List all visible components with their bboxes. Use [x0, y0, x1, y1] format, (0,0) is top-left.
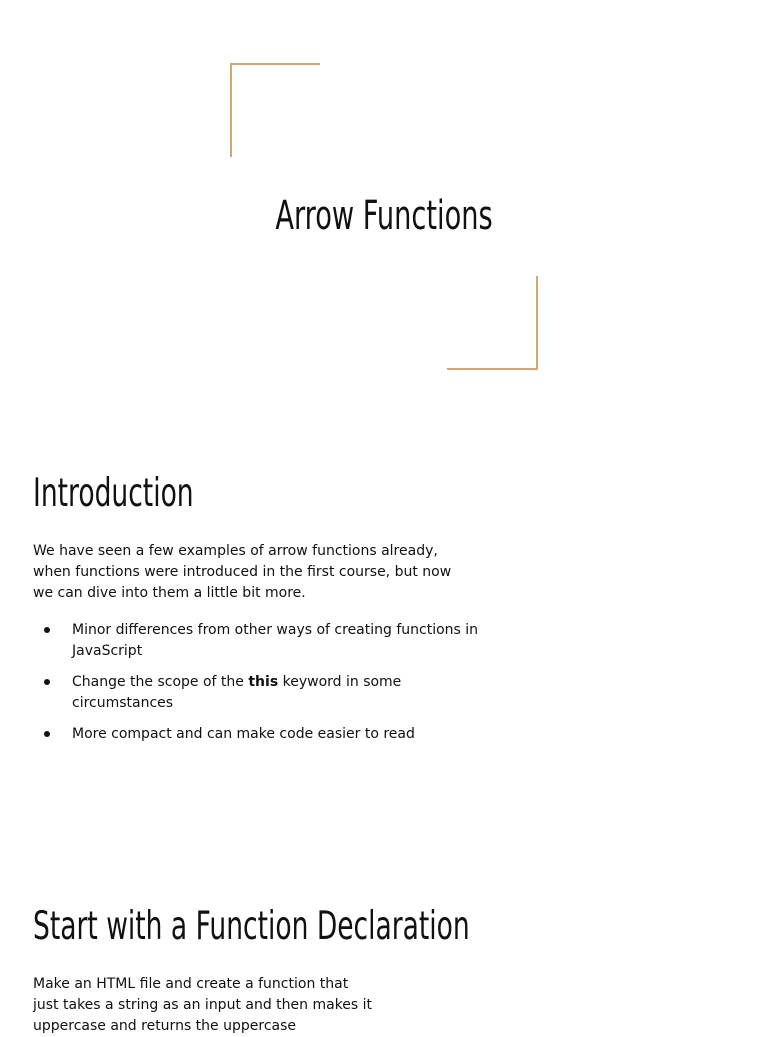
introduction-bullet-list [33, 620, 483, 755]
bullet-dot-icon [44, 731, 50, 737]
introduction-paragraph: We have seen a few examples of arrow functions already, when functions were introduced in the first course, but now we can dive into them a little bit more. [33, 543, 452, 601]
bullet-text-after: keyword in some circumstances [72, 674, 402, 711]
bullet-text: More compact and can make code easier to read [72, 726, 415, 742]
title-slide [0, 0, 768, 420]
corner-bracket-top-left [230, 63, 320, 157]
bullet-item [33, 620, 483, 662]
bullet-text: Minor differences from other ways of creating functions in JavaScript [72, 622, 479, 659]
function-declaration-heading: Start with a Function Declaration [33, 904, 470, 949]
bullet-item [33, 724, 483, 745]
bullet-item [33, 672, 483, 714]
slide-title: Arrow Functions [275, 193, 493, 239]
this-keyword: this [248, 674, 279, 690]
function-declaration-paragraph: Make an HTML file and create a function that just takes a string as an input and then makes it uppercase and returns the uppercase [33, 976, 373, 1034]
corner-bracket-bottom-right [447, 276, 538, 370]
introduction-heading: Introduction [33, 471, 194, 516]
bullet-dot-icon [44, 627, 50, 633]
bullet-text-before: Change the scope of the [72, 674, 249, 690]
bullet-dot-icon [44, 679, 50, 685]
